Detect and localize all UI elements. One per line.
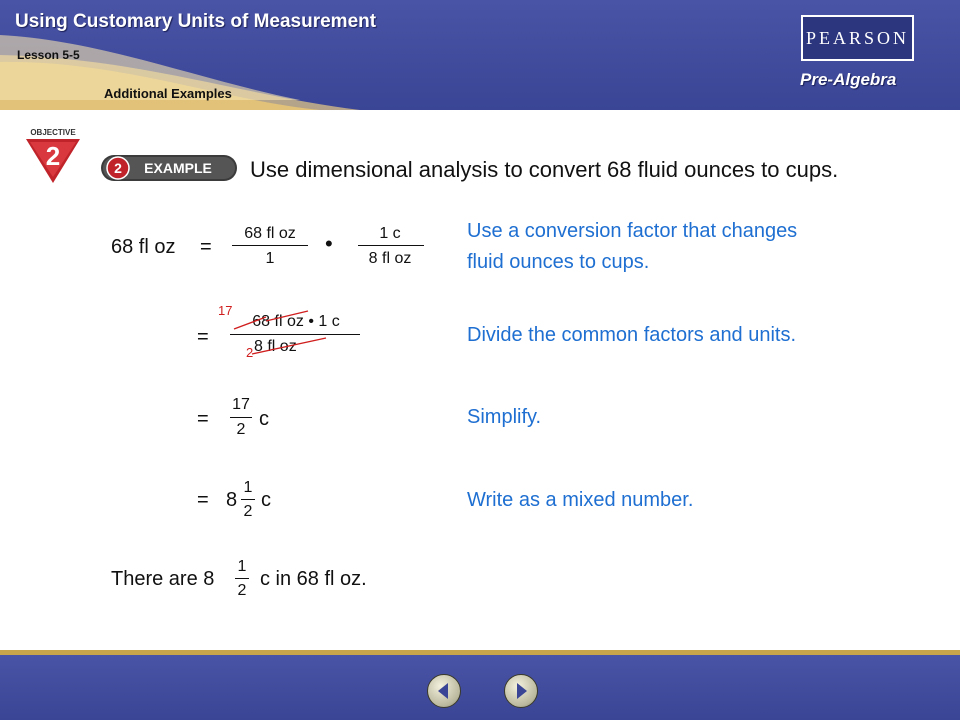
step2-note: Divide the common factors and units. bbox=[467, 324, 797, 346]
step2-numerator: 68 fl oz • 1 c bbox=[252, 313, 340, 330]
answer-fraction-bar bbox=[235, 578, 249, 579]
step4-denominator: 2 bbox=[243, 503, 253, 520]
step1-fraction1-denominator: 1 bbox=[265, 250, 275, 267]
step4-fraction-bar bbox=[241, 499, 255, 500]
next-slide-button[interactable] bbox=[504, 674, 538, 708]
answer-denominator: 2 bbox=[237, 582, 247, 599]
step4-equals: = bbox=[197, 489, 209, 511]
example-label: EXAMPLE bbox=[144, 160, 212, 176]
step4-numerator: 1 bbox=[243, 479, 253, 496]
answer-prefix: There are 8 bbox=[111, 568, 215, 590]
example-number: 2 bbox=[114, 160, 122, 176]
header-bar bbox=[0, 0, 960, 110]
page-title: Using Customary Units of Measurement bbox=[15, 11, 377, 32]
step2-equals: = bbox=[197, 326, 209, 348]
step1-fraction2-bar bbox=[358, 245, 424, 246]
example-badge bbox=[100, 152, 238, 184]
step1-fraction1-numerator: 68 fl oz bbox=[244, 225, 296, 242]
previous-slide-button[interactable] bbox=[427, 674, 461, 708]
back-arrow-icon bbox=[428, 675, 460, 707]
step3-equals: = bbox=[197, 408, 209, 430]
course-label: Pre-Algebra bbox=[800, 70, 897, 89]
step3-denominator: 2 bbox=[236, 421, 246, 438]
step4-whole: 8 bbox=[226, 489, 238, 511]
step1-multiply-dot: • bbox=[325, 231, 333, 256]
step2-denominator: 8 fl oz bbox=[254, 338, 297, 355]
pearson-logo: PEARSON bbox=[801, 15, 914, 61]
step3-unit: c bbox=[259, 408, 269, 430]
example-prompt: Use dimensional analysis to convert 68 fluid ounces to cups. bbox=[250, 157, 839, 182]
answer-numerator: 1 bbox=[237, 558, 247, 575]
section-subtitle: Additional Examples bbox=[104, 86, 232, 101]
step4-note: Write as a mixed number. bbox=[467, 489, 694, 511]
step1-fraction2-denominator: 8 fl oz bbox=[368, 250, 412, 267]
forward-arrow-icon bbox=[505, 675, 537, 707]
cancel-strike-marks bbox=[220, 305, 340, 365]
step3-note: Simplify. bbox=[467, 406, 542, 428]
footer-bar bbox=[0, 655, 960, 720]
step3-fraction-bar bbox=[230, 417, 252, 418]
objective-number: 2 bbox=[45, 141, 61, 171]
step1-note-line2: fluid ounces to cups. bbox=[467, 251, 650, 273]
objective-label: OBJECTIVE bbox=[30, 128, 76, 137]
step2-cancel-top: 17 bbox=[218, 303, 233, 318]
step4-unit: c bbox=[261, 489, 271, 511]
step1-fraction2-numerator: 1 c bbox=[379, 225, 401, 242]
step1-lhs: 68 fl oz bbox=[111, 236, 176, 258]
step1-note-line1: Use a conversion factor that changes bbox=[467, 220, 798, 242]
objective-badge-icon bbox=[18, 125, 88, 195]
answer-suffix: c in 68 fl oz. bbox=[260, 568, 367, 590]
step3-numerator: 17 bbox=[232, 396, 250, 413]
step1-equals: = bbox=[200, 236, 212, 258]
step2-cancel-bottom: 2 bbox=[246, 345, 254, 360]
step1-fraction1-bar bbox=[232, 245, 308, 246]
lesson-label: Lesson 5-5 bbox=[17, 48, 80, 62]
